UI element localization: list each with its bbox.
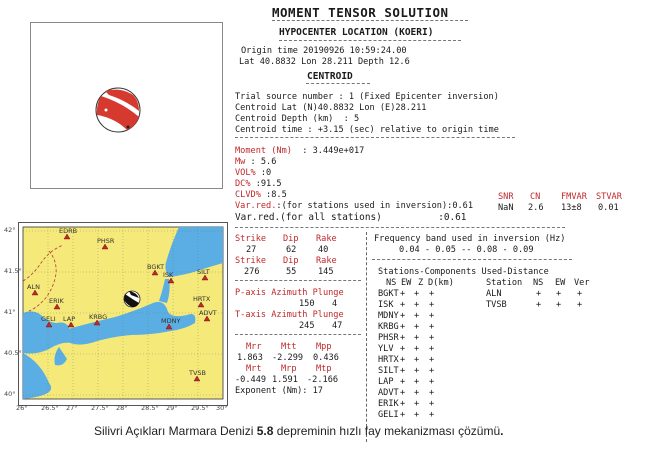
quality-value-cn: 2.6 (528, 203, 544, 213)
station-row-name: SILT (378, 366, 399, 376)
station-component-mark: + (414, 322, 420, 332)
station2-component-mark: + (556, 300, 562, 310)
dc-line (235, 179, 282, 190)
station-component-mark: + (429, 388, 435, 398)
mt-header-mpp: Mpp (316, 342, 332, 352)
clvd-value: :8.5 (260, 190, 287, 200)
hypocenter-rule (279, 40, 461, 41)
hypocenter-location: Lat 40.8832 Lon 28.211 Depth 12.6 (239, 57, 410, 67)
map-station-label: HRTX (193, 295, 211, 303)
station-component-mark: + (414, 388, 420, 398)
varred-stations-value: :(for stations used in inversion):0.61 (276, 201, 474, 211)
map-station-label: KRBG (89, 313, 108, 321)
quality-value-stvar: 0.01 (598, 203, 619, 213)
t-axis-plunge: 47 (332, 321, 343, 331)
station-component-mark: + (429, 322, 435, 332)
station-component-mark: + (429, 333, 435, 343)
station-row-name: BGKT (378, 289, 399, 299)
plane2-header-dip: Dip (283, 256, 299, 266)
t-axis-azimuth: 245 (299, 321, 315, 331)
station-component-mark: + (400, 355, 406, 365)
centroid-time: Centroid time : +3.15 (sec) relative to origin time (235, 125, 499, 135)
station-component-mark: + (414, 377, 420, 387)
station-component-mark: + (400, 333, 406, 343)
caption-text-end: depreminin hızlı fay mekanizması çözümü (273, 424, 501, 438)
station-component-mark: + (429, 300, 435, 310)
map-station-label: EDRB (59, 227, 78, 235)
varred-all-line: Var.red.(for all stations) :0.61 (235, 212, 467, 223)
station-component-mark: + (414, 289, 420, 299)
moment-value: : 3.449e+017 (291, 146, 365, 156)
station-component-mark: + (414, 366, 420, 376)
map-lat-tick-label: 42° (4, 226, 16, 234)
station-component-mark: + (400, 300, 406, 310)
station2-component-mark: + (556, 289, 562, 299)
mt-value-mrp: 1.591 (272, 375, 298, 385)
station-component-mark: + (400, 289, 406, 299)
mt-header-mrt: Mrt (246, 364, 262, 374)
station-component-mark: + (400, 399, 406, 409)
map (19, 223, 227, 405)
map-station-label: ISK (163, 271, 174, 279)
plane2-header-strike: Strike (235, 256, 267, 266)
map-lon-tick-label: 27° (66, 404, 78, 412)
quality-value-snr: NaN (498, 203, 514, 213)
quality-header-stvar: STVAR (596, 192, 622, 202)
station-row-name: ADVT (378, 388, 399, 398)
station-component-mark: + (429, 289, 435, 299)
map-lat-tick-label: 40.5° (4, 349, 22, 357)
station-component-mark: + (429, 377, 435, 387)
mw-value: : 5.6 (245, 157, 277, 167)
moment-line (235, 146, 364, 157)
centroid-section-rule (235, 137, 515, 138)
plane1-header-strike: Strike (235, 234, 267, 244)
station-row-name: KRBG (378, 322, 399, 332)
t-axis-label: T-axis Azimuth Plunge (235, 310, 344, 320)
page-title: MOMENT TENSOR SOLUTION (272, 5, 449, 20)
stations2-header-ew: EW (555, 278, 566, 288)
station-component-mark: + (400, 366, 406, 376)
station-component-mark: + (400, 322, 406, 332)
stations-header-ns: NS (386, 278, 397, 288)
map-station-label: PHSR (97, 237, 115, 245)
map-lon-tick-label: 30° (216, 404, 228, 412)
station-row-name: MDNY (378, 311, 399, 321)
map-station-label: ALN (27, 283, 40, 291)
map-lon-tick-label: 26.5° (41, 404, 59, 412)
station-row-name: HRTX (378, 355, 399, 365)
station-component-mark: + (400, 344, 406, 354)
vol-line (235, 168, 271, 179)
stations2-header-ns: NS (533, 278, 544, 288)
station-component-mark: + (400, 388, 406, 398)
axes-rule (235, 334, 361, 335)
mt-value-mtp: -2.166 (307, 375, 339, 385)
plane1-header-rake: Rake (316, 234, 337, 244)
station-component-mark: + (429, 399, 435, 409)
centroid-lat-lon: Centroid Lat (N)40.8832 Lon (E)28.211 (235, 103, 427, 113)
caption-period: . (500, 424, 504, 438)
station-row-name: GELI (378, 410, 399, 420)
station-component-mark: + (429, 311, 435, 321)
plane2-header-rake: Rake (316, 256, 337, 266)
caption-magnitude: 5.8 (256, 424, 274, 438)
plane1-dip: 62 (286, 245, 297, 255)
planes-rule (235, 280, 361, 281)
map-station-label: SILT (197, 268, 210, 276)
station-component-mark: + (414, 333, 420, 343)
vol-value: :0 (255, 168, 272, 178)
plane2-strike: 276 (244, 267, 260, 277)
map-station-label: TVSB (189, 369, 207, 377)
station-component-mark: + (400, 377, 406, 387)
plane1-strike: 27 (246, 245, 257, 255)
station-component-mark: + (414, 344, 420, 354)
title-rule (272, 20, 468, 21)
mt-value-mtt: -2.299 (272, 353, 304, 363)
p-axis-plunge: 4 (332, 299, 338, 309)
map-station-label: ERIK (49, 297, 64, 305)
station-row-name: YLV (378, 344, 394, 354)
map-lat-tick-label: 41° (4, 308, 16, 316)
figure-caption (94, 424, 504, 438)
map-station-label: MDNY (161, 317, 181, 325)
map-lon-tick-label: 29.5° (191, 404, 209, 412)
moment-label: Moment (Nm) (235, 146, 292, 156)
station-component-mark: + (414, 410, 420, 420)
centroid-rule (306, 83, 370, 84)
map-station-label: GELI (41, 315, 56, 323)
map-lat-tick-label: 41.5° (4, 267, 22, 275)
column-separator (366, 232, 367, 442)
station2-component-mark: + (536, 289, 542, 299)
map-lat-tick-label: 40° (4, 390, 16, 398)
frequency-title: Frequency band used in inversion (Hz) (374, 234, 566, 244)
mt-value-mrr: 1.863 (237, 353, 263, 363)
frequency-values: 0.04 - 0.05 -- 0.08 - 0.09 (399, 245, 534, 255)
plane1-rake: 40 (318, 245, 329, 255)
station-component-mark: + (429, 355, 435, 365)
beachball-icon (31, 23, 222, 188)
frequency-rule (372, 259, 572, 260)
vol-label: VOL% (235, 168, 256, 178)
station-row-name: ISK (378, 300, 394, 310)
station-row-name: ERIK (378, 399, 399, 409)
stations-title: Stations-Components Used-Distance (378, 267, 549, 277)
station-row-name: PHSR (378, 333, 399, 343)
station-component-mark: + (429, 344, 435, 354)
plane2-dip: 55 (286, 267, 297, 277)
station2-component-mark: + (577, 289, 583, 299)
varred-stations-label: Var.red. (235, 201, 277, 211)
varred-stations-line (235, 201, 473, 212)
exponent: Exponent (Nm): 17 (235, 386, 323, 396)
stations2-header-station: Station (486, 278, 523, 288)
stations-header-ew: EW (401, 278, 412, 288)
station2-row-name: TVSB (486, 300, 507, 310)
quality-header-fmvar: FMVAR (561, 192, 587, 202)
plane1-header-dip: Dip (283, 234, 299, 244)
map-station-label: LAP (63, 315, 76, 323)
quality-header-snr: SNR (498, 192, 514, 202)
station-component-mark: + (414, 311, 420, 321)
map-panel (18, 222, 228, 406)
p-axis-label: P-axis Azimuth Plunge (235, 288, 344, 298)
mw-label: Mw (235, 157, 246, 167)
mw-line (235, 157, 276, 168)
lower-section-rule (235, 227, 565, 228)
mt-value-mpp: 0.436 (313, 353, 339, 363)
station-row-name: LAP (378, 377, 394, 387)
station-component-mark: + (400, 410, 406, 420)
mt-header-mtp: Mtp (316, 364, 332, 374)
quality-value-fmvar: 13±8 (561, 203, 582, 213)
plane2-rake: 145 (318, 267, 334, 277)
map-station-label: BGKT (147, 263, 165, 271)
centroid-title: CENTROID (307, 71, 353, 82)
mt-header-mtt: Mtt (281, 342, 297, 352)
quality-header-cn: CN (530, 192, 541, 202)
map-lon-tick-label: 28.5° (141, 404, 159, 412)
station-component-mark: + (400, 311, 406, 321)
station2-component-mark: + (536, 300, 542, 310)
station2-component-mark: + (577, 300, 583, 310)
dc-label: DC% (235, 179, 251, 189)
station-component-mark: + (414, 355, 420, 365)
stations2-header-ver: Ver (574, 278, 590, 288)
station2-row-name: ALN (486, 289, 502, 299)
hypocenter-title: HYPOCENTER LOCATION (KOERI) (279, 27, 434, 38)
station-component-mark: + (414, 399, 420, 409)
origin-time: Origin time 20190926 10:59:24.00 (241, 46, 407, 56)
caption-text-start: Silivri Açıkları Marmara Denizi (94, 424, 257, 438)
map-lon-tick-label: 27.5° (91, 404, 109, 412)
centroid-depth: Centroid Depth (km) : 5 (235, 114, 360, 124)
mt-header-mrr: Mrr (246, 342, 262, 352)
p-axis-azimuth: 150 (299, 299, 315, 309)
map-lon-tick-label: 28° (116, 404, 128, 412)
station-component-mark: + (429, 366, 435, 376)
clvd-line (235, 190, 287, 201)
mt-value-mrt: -0.449 (235, 375, 267, 385)
map-station-label: ADVT (199, 309, 217, 317)
dc-value: :91.5 (250, 179, 282, 189)
mt-header-mrp: Mrp (281, 364, 297, 374)
station-component-mark: + (414, 300, 420, 310)
station-component-mark: + (429, 410, 435, 420)
stations-header-z: Z (418, 278, 424, 288)
beachball-panel (30, 22, 223, 189)
trial-source: Trial source number : 1 (Fixed Epicenter inversion) (235, 92, 499, 102)
clvd-label: CLVD% (235, 190, 261, 200)
map-lon-tick-label: 29° (166, 404, 178, 412)
stations-header-dkm: D(km) (428, 278, 454, 288)
map-lon-tick-label: 26° (16, 404, 28, 412)
